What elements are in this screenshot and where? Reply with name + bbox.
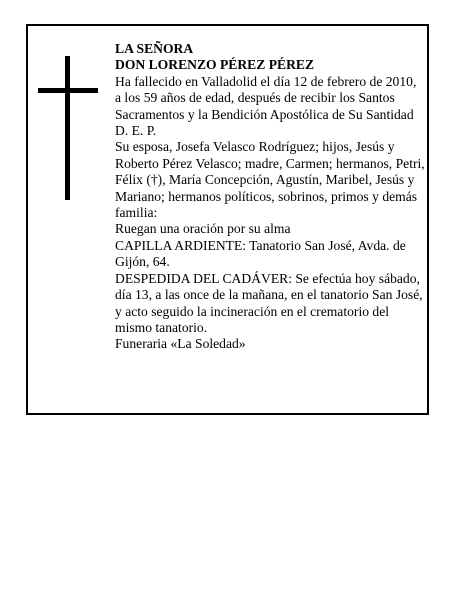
death-announcement: Ha fallecido en Valladolid el día 12 de febrero de 2010, a los 59 años de edad, después de recibir los Santos Sacramentos y la Bendición Apostólica de Su Santidad D. E. P. — [115, 73, 417, 139]
family-members: Su esposa, Josefa Velasco Rodríguez; hijos, Jesús y Roberto Pérez Velasco; madre, Carmen; hermanos, Petri, Félix (†), María Concepción, Agustín, Maribel, Jesús y Mariano; hermanos políticos, sobrinos, primos y demás familia: — [115, 139, 425, 221]
funeral-home: Funeraria «La Soledad» — [115, 336, 246, 352]
notice-title-line-1: LA SEÑORA — [115, 41, 194, 56]
cross-horizontal-bar — [38, 88, 98, 93]
chapel-info: CAPILLA ARDIENTE: Tanatorio San José, Avda. de Gijón, 64. — [115, 237, 406, 270]
farewell-info: DESPEDIDA DEL CADÁVER: Se efectúa hoy sábado, día 13, a las once de la mañana, en el tanatorio San José, y acto seguido la incineración en el crematorio del mismo tanatorio. — [115, 270, 423, 335]
obituary-notice — [26, 24, 429, 415]
prayer-request: Ruegan una oración por su alma — [115, 221, 291, 237]
latin-cross-icon — [38, 56, 98, 200]
notice-text — [115, 41, 425, 353]
cross-vertical-bar — [65, 56, 70, 200]
deceased-name: DON LORENZO PÉREZ PÉREZ — [115, 57, 315, 73]
